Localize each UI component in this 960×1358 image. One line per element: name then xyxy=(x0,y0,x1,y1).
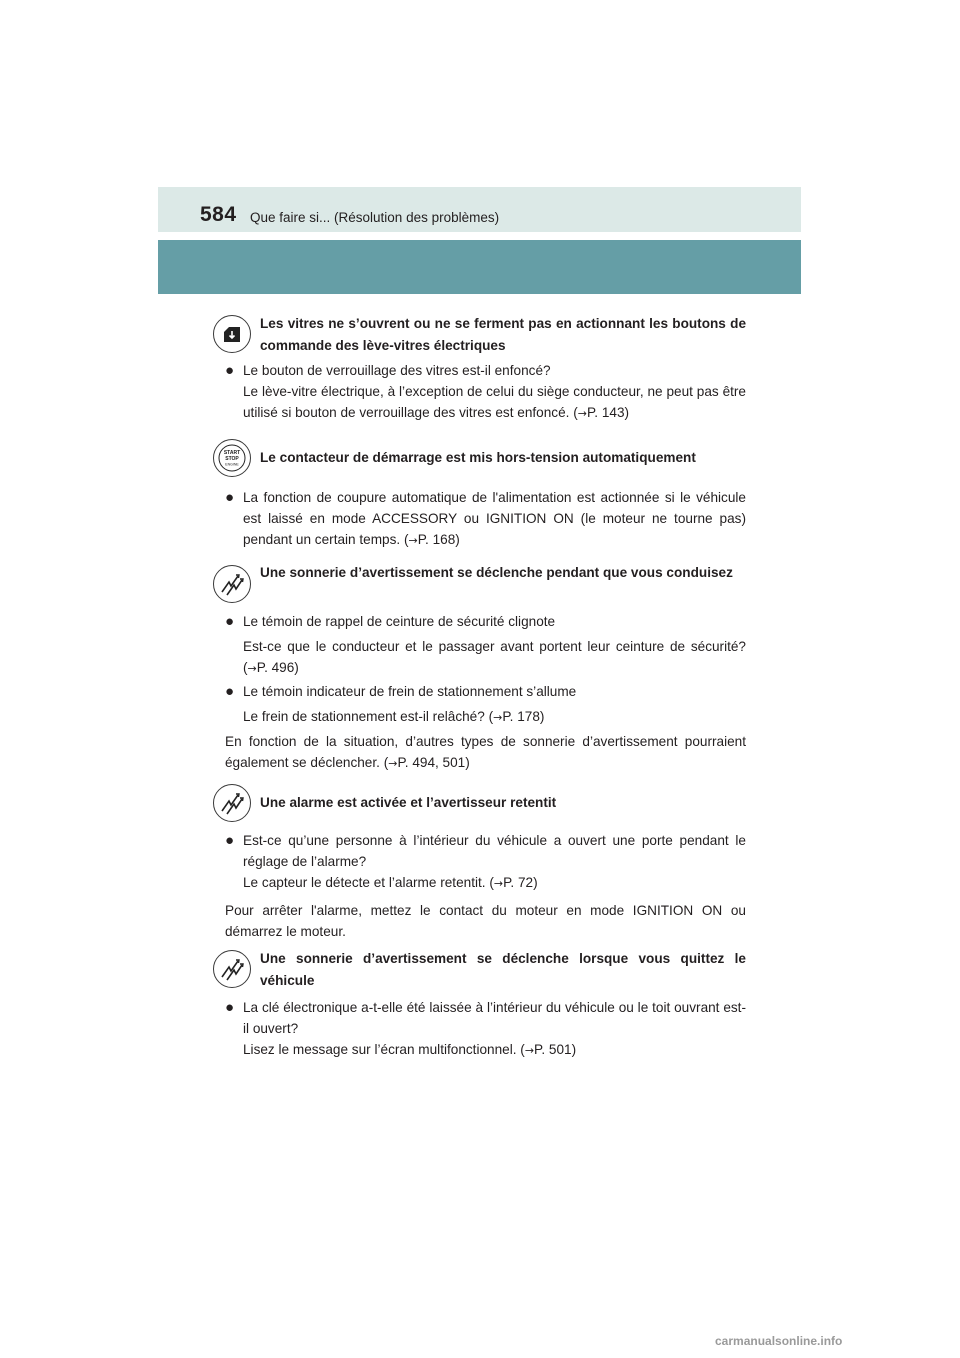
item-question: Le bouton de verrouillage des vitres est-il enfoncé? xyxy=(243,363,551,378)
page-ref-arrow: → xyxy=(493,711,503,724)
page-ref-arrow: → xyxy=(493,877,504,890)
page-ref: P. 501) xyxy=(534,1042,577,1057)
item-text xyxy=(243,997,746,1061)
page-ref-arrow: → xyxy=(577,407,587,420)
item-text xyxy=(243,681,746,728)
answer-text: Le lève-vitre électrique, à l’exception de celui du siège conducteur, ne peut pas être utilisé si bouton de verrouillage des vitres est enfoncé. ( xyxy=(243,384,746,420)
item-answer xyxy=(243,1039,746,1061)
start-stop-button-icon xyxy=(213,439,251,477)
page-ref: P. 494, 501) xyxy=(397,755,470,770)
answer-text: Est-ce que le conducteur et le passager avant portent leur ceinture de sécurité? ( xyxy=(243,639,746,675)
section-heading: Le contacteur de démarrage est mis hors-tension automatiquement xyxy=(260,450,696,465)
item-text xyxy=(243,360,746,424)
warning-buzzer-icon xyxy=(213,784,251,822)
section-heading: Une sonnerie d’avertissement se déclenche lorsque vous quittez le véhicule xyxy=(260,951,746,988)
item-body: La fonction de coupure automatique de l'alimentation est actionnée si le véhicule est laissé en mode ACCESSORY ou IGNITION ON (le moteur ne tourne pas) pendant un certain temps. ( xyxy=(243,490,746,547)
note-text: En fonction de la situation, d’autres types de sonnerie d’avertissement pourraient également se déclencher. ( xyxy=(225,734,746,770)
warning-buzzer-icon xyxy=(213,565,251,603)
item-question: Le témoin indicateur de frein de stationnement s’allume xyxy=(243,684,577,699)
footer-watermark: carmanualsonline.info xyxy=(715,1334,843,1348)
chapter-band xyxy=(158,240,801,294)
page-ref-arrow: → xyxy=(408,534,418,547)
section-note xyxy=(225,731,746,774)
item-answer xyxy=(243,636,746,679)
answer-text: Lisez le message sur l’écran multifonctionnel. ( xyxy=(243,1042,525,1057)
page-number: 584 xyxy=(200,203,237,226)
bullet: ● xyxy=(225,489,235,506)
page-ref: P. 72) xyxy=(503,875,538,890)
item-answer xyxy=(243,872,746,894)
svg-text:ENGINE: ENGINE xyxy=(225,462,239,467)
answer-text: Le capteur le détecte et l’alarme retentit. ( xyxy=(243,875,494,890)
page-ref-arrow: → xyxy=(388,757,398,770)
svg-text:STOP: STOP xyxy=(225,456,239,462)
svg-text:START: START xyxy=(223,450,241,456)
section-heading: Une sonnerie d’avertissement se déclenche pendant que vous conduisez xyxy=(260,565,733,580)
bullet: ● xyxy=(225,362,235,379)
section-heading: Les vitres ne s’ouvrent ou ne se ferment pas en actionnant les boutons de commande des lève-vitres électriques xyxy=(260,316,746,353)
section-title: Que faire si... (Résolution des problèmes) xyxy=(250,210,500,225)
section-note: Pour arrêter l'alarme, mettez le contact du moteur en mode IGNITION ON ou démarrez le moteur. xyxy=(225,903,746,939)
power-window-icon xyxy=(213,315,251,353)
page-ref: P. 496) xyxy=(256,660,299,675)
page-ref: P. 143) xyxy=(586,405,630,420)
page-ref: P. 168) xyxy=(417,532,460,547)
item-text xyxy=(243,487,746,551)
section-heading: Une alarme est activée et l’avertisseur retentit xyxy=(260,795,557,810)
bullet: ● xyxy=(225,832,235,849)
answer-text: Le frein de stationnement est-il relâché? ( xyxy=(243,709,494,724)
page-ref-arrow: → xyxy=(247,662,257,675)
bullet: ● xyxy=(225,613,235,630)
item-question: Le témoin de rappel de ceinture de sécurité clignote xyxy=(243,614,556,629)
item-answer xyxy=(243,381,746,424)
page-ref-arrow: → xyxy=(524,1044,535,1057)
bullet: ● xyxy=(225,683,235,700)
item-text xyxy=(243,830,746,894)
item-question: Est-ce qu’une personne à l’intérieur du véhicule a ouvert une porte pendant le réglage de l’alarme? xyxy=(243,833,746,869)
warning-buzzer-icon xyxy=(213,950,251,988)
item-text xyxy=(243,611,746,679)
bullet: ● xyxy=(225,999,235,1016)
page-ref: P. 178) xyxy=(502,709,545,724)
item-answer xyxy=(243,706,746,728)
item-question: La clé électronique a-t-elle été laissée à l’intérieur du véhicule ou le toit ouvrant est-il ouvert? xyxy=(243,1000,746,1036)
